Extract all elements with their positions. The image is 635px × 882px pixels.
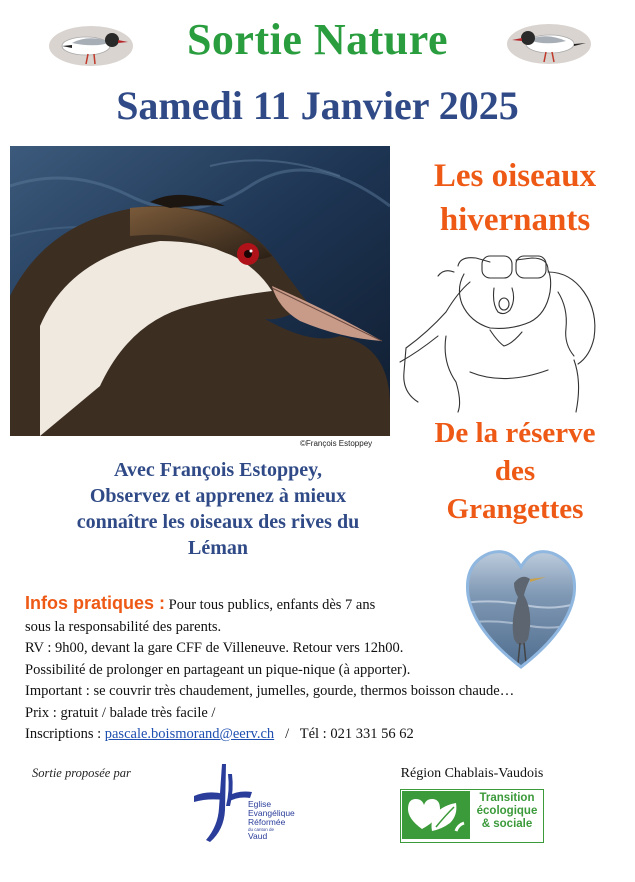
transition-line-3: & sociale (481, 818, 533, 830)
eerv-line-2: Evangélique (248, 808, 295, 818)
infos-line-5: Important : se couvrir très chaudement, jumelles, gourde, thermos boisson chaude… (25, 683, 515, 699)
photo-credit: ©François Estoppey (300, 439, 373, 448)
seagull-left-icon (48, 16, 134, 72)
reserve-line-3: Grangettes (446, 493, 584, 525)
heart-leaf-logo-icon (402, 791, 470, 839)
reserve-line-2: des (494, 455, 536, 487)
eerv-line-5: Vaud (248, 831, 268, 841)
inscriptions-separator: / (274, 726, 300, 742)
eerv-line-4: du canton de (248, 827, 275, 832)
transition-text (472, 792, 542, 831)
eerv-line-1: Eglise (248, 799, 272, 809)
intro-line-4: Léman (188, 537, 248, 559)
infos-line-4: Possibilité de prolonger en partageant un pique-nique (à apporter). (25, 661, 411, 678)
infos-line-3: RV : 9h00, devant la gare CFF de Villeneuve. Retour vers 12h00. (25, 640, 404, 656)
phone-number: Tél : 021 331 56 62 (299, 726, 414, 742)
transition-line-2: écologique (476, 805, 538, 817)
intro-text (14, 457, 422, 561)
theme-line-1: Les oiseaux (433, 158, 597, 194)
infos-line-1: Pour tous publics, enfants dès 7 ans (165, 597, 376, 613)
intro-line-2: Observez et apprenez à mieux (89, 485, 347, 507)
page-title: Sortie Nature (186, 15, 449, 64)
transition-line-1: Transition (479, 792, 535, 804)
event-date: Samedi 11 Janvier 2025 (116, 83, 519, 128)
grebe-photo (10, 146, 390, 436)
intro-line-3: connaître les oiseaux des rives du (76, 511, 360, 533)
eerv-line-3: Réformée (248, 817, 286, 827)
reserve-line-1: De la réserve (434, 417, 596, 449)
intro-line-1: Avec François Estoppey, (114, 459, 322, 481)
infos-line-6: Prix : gratuit / balade très facile / (25, 704, 216, 721)
email-link[interactable]: pascale.boismorand@eerv.ch (104, 726, 275, 742)
infos-heading: Infos pratiques : (25, 593, 166, 613)
infos-line-2: sous la responsabilité des parents. (25, 618, 222, 635)
seagull-right-icon (506, 14, 592, 70)
region-label: Région Chablais-Vaudois (400, 766, 544, 781)
sortie-proposee-label: Sortie proposée par (32, 766, 131, 780)
binoculars-person-sketch (398, 252, 612, 414)
infos-pratiques (25, 593, 625, 746)
eerv-text (248, 800, 295, 841)
reserve-title (400, 414, 630, 528)
theme-line-2: hivernants (439, 202, 591, 238)
inscriptions-label: Inscriptions : (25, 726, 105, 742)
theme-title (392, 154, 635, 242)
